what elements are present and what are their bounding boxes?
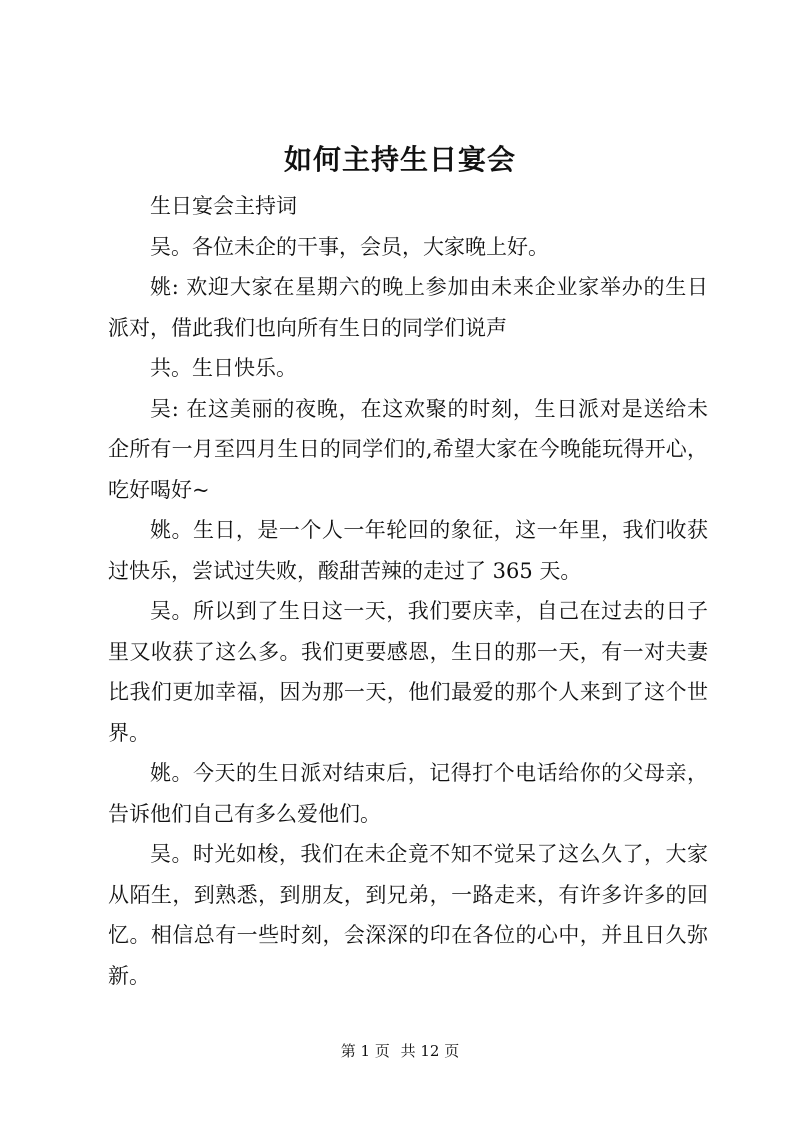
page-footer — [0, 1041, 800, 1061]
paragraph: 生日宴会主持词 — [150, 194, 297, 218]
page-number: 第 1 页 — [340, 1042, 390, 1060]
paragraph: 吴: 在这美丽的夜晚，在这欢聚的时刻，生日派对是送给未企所有一月至四月生日的同学们的,希望大家在今晚能玩得开心，吃好喝好~ — [108, 396, 708, 502]
paragraph: 吴。所以到了生日这一天，我们要庆幸，自己在过去的日子里又收获了这么多。我们更要感恩，生日的那一天，有一对夫妻比我们更加幸福，因为那一天，他们最爱的那个人来到了这个世界。 — [108, 599, 708, 745]
paragraph: 吴。各位未企的干事，会员，大家晚上好。 — [150, 234, 549, 259]
paragraph: 姚。今天的生日派对结束后，记得打个电话给你的父母亲，告诉他们自己有多么爱他们。 — [108, 761, 708, 826]
paragraph: 姚: 欢迎大家在星期六的晚上参加由未来企业家举办的生日派对，借此我们也向所有生日的同学们说声 — [108, 275, 708, 340]
paragraph: 姚。生日，是一个人一年轮回的象征，这一年里，我们收获过快乐，尝试过失败，酸甜苦辣的走过了 365 天。 — [108, 518, 708, 583]
paragraph: 共。生日快乐。 — [150, 356, 297, 380]
document-body — [108, 186, 708, 996]
document-title: 如何主持生日宴会 — [283, 143, 516, 176]
page-total: 共 12 页 — [400, 1042, 460, 1060]
paragraph: 吴。时光如梭，我们在未企竟不知不觉呆了这么久了，大家从陌生，到熟悉，到朋友，到兄弟，一路走来，有许多许多的回忆。相信总有一些时刻，会深深的印在各位的心中，并且日久弥新。 — [108, 842, 708, 988]
